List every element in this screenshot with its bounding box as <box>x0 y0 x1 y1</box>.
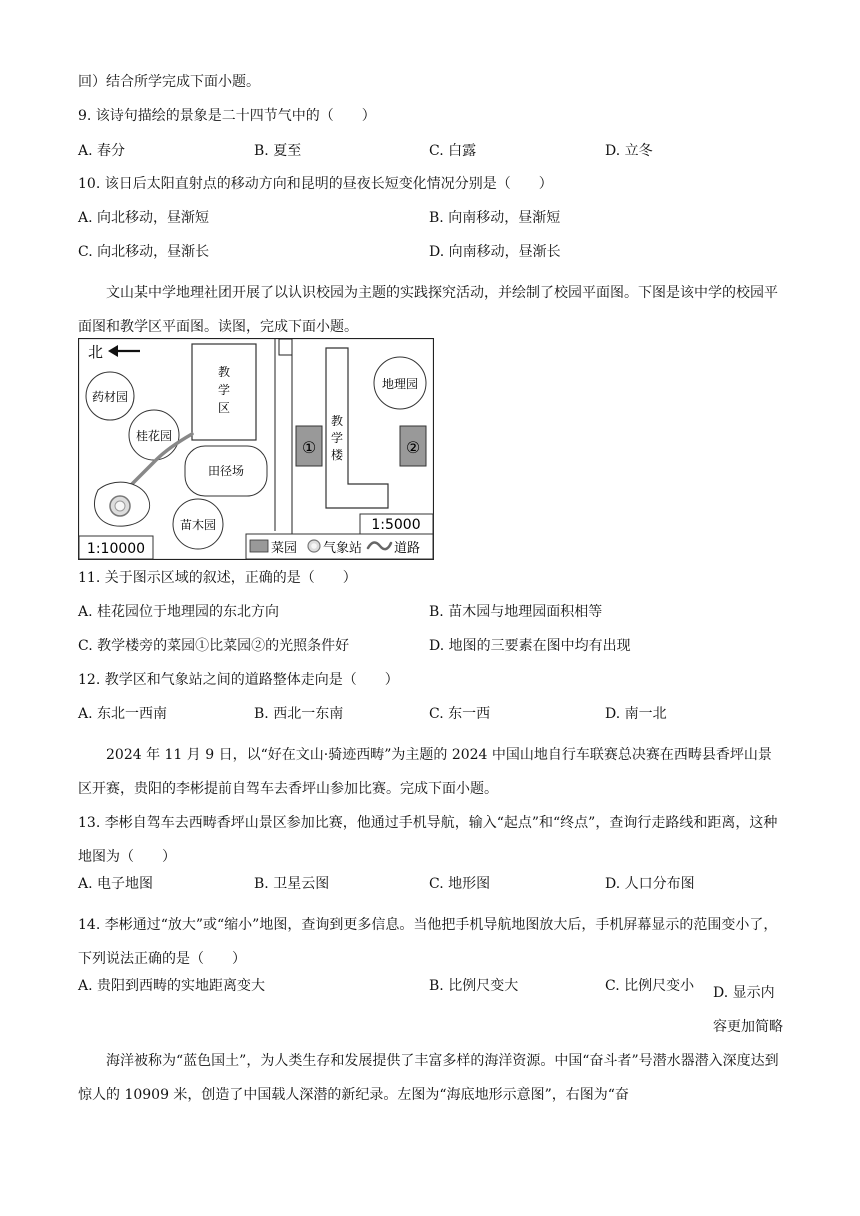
q14-option-d[interactable]: D. 显示内容更加简略 <box>713 985 783 1035</box>
q14-stem: 14. 李彬通过“放大”或“缩小”地图，查询到更多信息。当他把手机导航地图放大后，手机屏幕显示的范围变小了，下列说法正确的是（ ） <box>78 917 778 967</box>
teaching-building-char-1: 教 <box>330 414 344 428</box>
q13-option-d[interactable]: D. 人口分布图 <box>605 876 695 892</box>
ocean-passage: 海洋被称为“蓝色国土”，为人类生存和发展提供了丰富多样的海洋资源。中国“奋斗者”号潜水器潜入深度达到惊人的 10909 米，创造了中国载人深潜的新纪录。左图为“海底地形示意图”，右图为“奋 <box>78 1053 779 1103</box>
geo-garden-label: 地理园 <box>381 377 419 391</box>
q9-option-d[interactable]: D. 立冬 <box>605 143 653 159</box>
nursery-label: 苗木园 <box>179 518 217 532</box>
bike-passage: 2024 年 11 月 9 日，以“好在文山·骑迹西畴”为主题的 2024 中国山地自行车联赛总决赛在西畴县香坪山景区开赛，贵阳的李彬提前自驾车去香坪山参加比赛。完成下面小题。 <box>78 747 772 797</box>
veg-plot-2-label: ② <box>405 438 421 457</box>
q12-stem: 12. 教学区和气象站之间的道路整体走向是（ ） <box>78 672 399 688</box>
legend-weather-icon <box>308 540 320 552</box>
teaching-building-char-2: 学 <box>330 431 344 445</box>
north-label: 北 <box>88 343 104 361</box>
herb-garden-label: 药材园 <box>91 390 129 404</box>
q11-option-b[interactable]: B. 苗木园与地理园面积相等 <box>429 604 603 620</box>
weather-station-icon <box>110 496 130 516</box>
teaching-zone-char-1: 教 <box>217 365 231 379</box>
q12-option-d[interactable]: D. 南一北 <box>605 706 667 722</box>
q10-stem: 10. 该日后太阳直射点的移动方向和昆明的昼夜长短变化情况分别是（ ） <box>78 176 553 192</box>
teaching-zone-char-3: 区 <box>217 401 231 415</box>
legend-veg-icon <box>250 540 268 552</box>
q12-option-a[interactable]: A. 东北一西南 <box>78 706 168 722</box>
q13-option-a[interactable]: A. 电子地图 <box>78 876 154 892</box>
q14-option-c[interactable]: C. 比例尺变小 <box>605 978 695 994</box>
q9-option-b[interactable]: B. 夏至 <box>254 143 302 159</box>
q11-stem: 11. 关于图示区域的叙述，正确的是（ ） <box>78 570 357 586</box>
q11-option-a[interactable]: A. 桂花园位于地理园的东北方向 <box>78 604 280 620</box>
teaching-zone-char-2: 学 <box>217 383 231 397</box>
teaching-building-char-3: 楼 <box>330 448 344 462</box>
q10-option-d[interactable]: D. 向南移动，昼渐长 <box>429 244 561 260</box>
map-divider-notch <box>279 339 292 355</box>
q14-option-b[interactable]: B. 比例尺变大 <box>429 978 519 994</box>
scale-left-label: 1:10000 <box>86 541 146 557</box>
legend-weather-label: 气象站 <box>323 541 363 556</box>
q9-option-c[interactable]: C. 白露 <box>429 143 477 159</box>
osmanthus-garden-label: 桂花园 <box>135 429 173 443</box>
intro-tail: 回）结合所学完成下面小题。 <box>78 74 260 90</box>
q9-option-a[interactable]: A. 春分 <box>78 143 126 159</box>
q10-option-c[interactable]: C. 向北移动，昼渐长 <box>78 244 210 260</box>
q12-option-b[interactable]: B. 西北一东南 <box>254 706 344 722</box>
q9-stem: 9. 该诗句描绘的景象是二十四节气中的（ ） <box>78 108 376 124</box>
veg-plot-1-label: ① <box>301 438 317 457</box>
campus-passage: 文山某中学地理社团开展了以认识校园为主题的实践探究活动，并绘制了校园平面图。下图是该中学的校园平面图和教学区平面图。读图，完成下面小题。 <box>78 285 778 335</box>
q13-option-c[interactable]: C. 地形图 <box>429 876 491 892</box>
scale-right-label: 1:5000 <box>371 517 421 533</box>
q11-option-d[interactable]: D. 地图的三要素在图中均有出现 <box>429 638 631 654</box>
campus-map <box>78 338 434 560</box>
q10-option-b[interactable]: B. 向南移动，昼渐短 <box>429 210 561 226</box>
q12-option-c[interactable]: C. 东一西 <box>429 706 491 722</box>
track-field-label: 田径场 <box>207 464 245 478</box>
q11-option-c[interactable]: C. 教学楼旁的菜园①比菜园②的光照条件好 <box>78 638 350 654</box>
legend-veg-label: 菜园 <box>271 541 298 556</box>
q13-option-b[interactable]: B. 卫星云图 <box>254 876 330 892</box>
legend-road-label: 道路 <box>394 541 421 556</box>
q14-option-a[interactable]: A. 贵阳到西畴的实地距离变大 <box>78 978 266 994</box>
q10-option-a[interactable]: A. 向北移动，昼渐短 <box>78 210 210 226</box>
q13-stem: 13. 李彬自驾车去西畴香坪山景区参加比赛，他通过手机导航，输入“起点”和“终点”，查询行走路线和距离，这种地图为（ ） <box>78 815 778 865</box>
